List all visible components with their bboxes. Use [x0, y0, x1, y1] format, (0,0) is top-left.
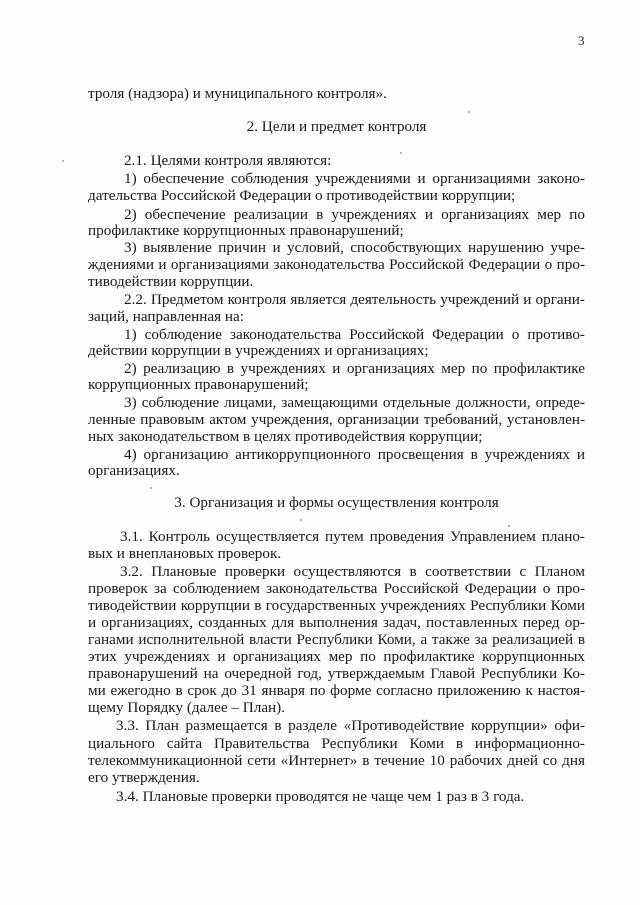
text-line: циального сайта Правительства Республики Коми в информационно- [88, 735, 585, 752]
text-line: 1) обеспечение соблюдения учреждениями и организациями законо- [124, 170, 585, 187]
text-line: щему Порядку (далее – План). [88, 699, 286, 716]
text-line: 1) соблюдение законодательства Российской Федерации о противо- [124, 326, 585, 343]
text-line: проверок за соблюдением законодательства Российской Федерации о про- [88, 580, 585, 597]
text-line: тиводействии коррупции. [88, 273, 254, 290]
text-line: этих учреждениях и организациях мер по профилактике коррупционных [88, 648, 585, 665]
text-line: 2) реализацию в учреждениях и организациях мер по профилактике [124, 360, 585, 377]
text-line: правонарушений на очередной год, утверждаемым Главой Республики Ко- [88, 665, 585, 682]
text-line: и организациях, созданных для выполнения задач, поставленных перед ор- [88, 614, 585, 631]
section-heading: 2. Цели и предмет контроля [246, 118, 427, 135]
text-line: телекоммуникационной сети «Интернет» в течение 10 рабочих дней со дня [88, 752, 585, 769]
text-line: тиводействии коррупции в государственных учреждениях Республики Коми [88, 597, 585, 614]
text-line: 3) выявление причин и условий, способствующих нарушению учре- [124, 239, 585, 256]
scan-speck [508, 525, 510, 527]
text-line: коррупционных правонарушений; [88, 376, 309, 393]
scan-speck [62, 160, 64, 162]
text-line: дательства Российской Федерации о противодействии коррупции; [88, 187, 516, 204]
text-line: его утверждения. [88, 769, 200, 786]
text-line: вых и внеплановых проверок. [88, 545, 282, 562]
text-line: ми ежегодно в срок до 31 января по форме согласно приложению к настоя- [88, 682, 585, 699]
scan-speck [468, 111, 470, 113]
text-line: профилактике коррупционных правонарушений; [88, 222, 404, 239]
section-heading: 3. Организация и формы осуществления контроля [174, 494, 499, 511]
text-line: 3.1. Контроль осуществляется путем проведения Управлением планo- [120, 528, 585, 545]
text-line: 3.4. Плановые проверки проводятся не чаще чем 1 раз в 3 года. [116, 788, 525, 805]
text-line: 4) организацию антикоррупционного просвещения в учреждениях и [124, 446, 585, 463]
page-number: 3 [578, 33, 585, 48]
text-line: ных законодательством в целях противодействия коррупции; [88, 428, 483, 445]
text-line: 2.1. Целями контроля являются: [124, 152, 332, 169]
text-line: ленные правовым актом учреждения, организации требований, установлен- [88, 411, 585, 428]
text-line: 2.2. Предметом контроля является деятельность учреждений и органи- [124, 291, 585, 308]
text-line: троля (надзора) и муниципального контроля». [88, 85, 387, 102]
text-line: 2) обеспечение реализации в учреждениях и организациях мер по [124, 206, 585, 223]
text-line: 3.3. План размещается в разделе «Противодействие коррупции» офи- [116, 717, 585, 734]
text-line: заций, направленная на: [88, 308, 245, 325]
text-line: ганами исполнительной власти Республики Коми, а также за реализацией в [88, 631, 585, 648]
scan-speck [150, 487, 152, 489]
text-line: организациях. [88, 462, 180, 479]
text-line: действии коррупции в учреждениях и организациях; [88, 342, 429, 359]
scan-speck [300, 519, 302, 521]
text-line: 3.2. Плановые проверки осуществляются в соответствии с Планом [120, 563, 585, 580]
text-line: ждениями и организациями законодательства Российской Федерации о про- [88, 256, 585, 273]
text-line: 3) соблюдение лицами, замещающими отдельные должности, опреде- [124, 394, 585, 411]
scan-speck [400, 152, 402, 154]
